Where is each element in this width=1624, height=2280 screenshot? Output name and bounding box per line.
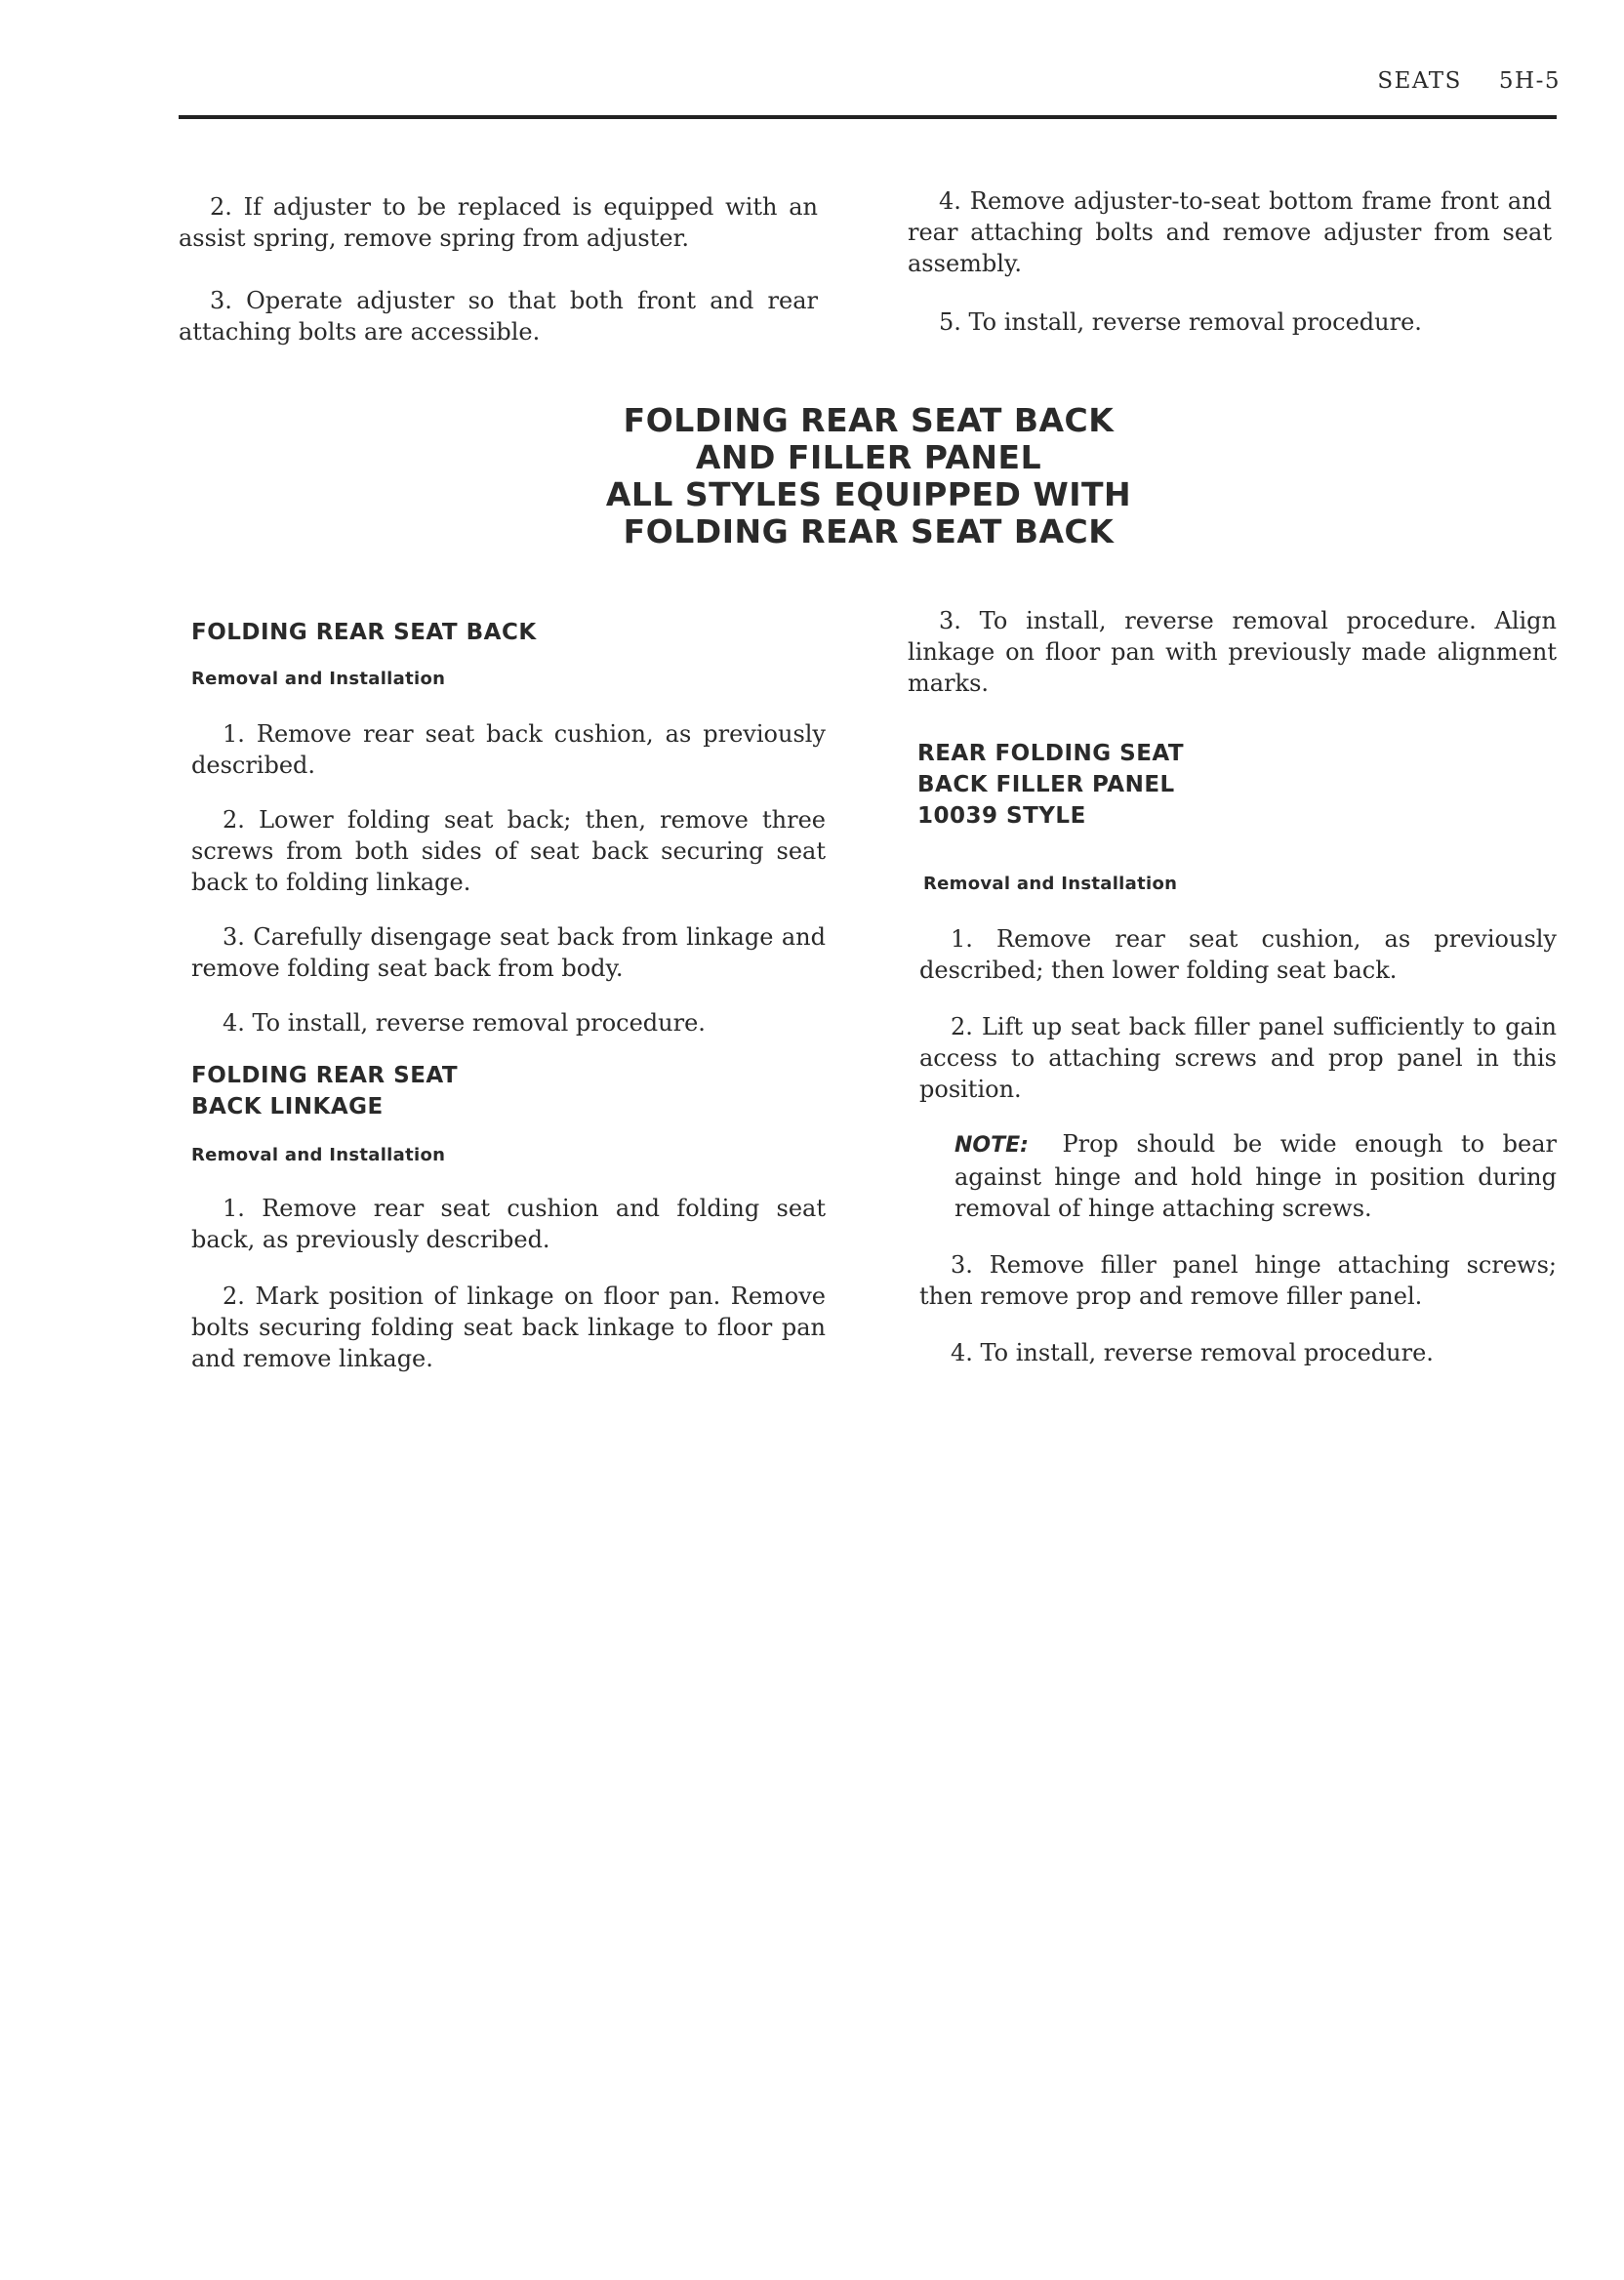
top-step-4: 4. Remove adjuster-to-seat bottom frame front and rear attaching bolts and remove adjuster from seat assembly.	[908, 187, 1552, 277]
link-step-2: 2. Mark position of linkage on floor pan. Remove bolts securing folding seat back linkage to floor pan and remove linkage.	[191, 1282, 826, 1372]
back-step-2: 2. Lower folding seat back; then, remove three screws from both sides of seat back securing seat back to folding linkage.	[191, 806, 826, 896]
heading-filler-panel-3: 10039 STYLE	[917, 803, 1086, 829]
subheading-filler-removal: Removal and Installation	[923, 874, 1178, 894]
section-name: SEATS	[1377, 68, 1462, 94]
heading-folding-rear-seat-linkage-1: FOLDING REAR SEAT	[191, 1063, 459, 1088]
filler-step-4: 4. To install, reverse removal procedure.	[951, 1339, 1434, 1366]
right-column	[908, 605, 1557, 1368]
link-step-1: 1. Remove rear seat cushion and folding seat back, as previously described.	[191, 1195, 826, 1253]
filler-steps-a	[908, 923, 1557, 1105]
header-rule	[179, 115, 1557, 119]
back-step-3: 3. Carefully disengage seat back from linkage and remove folding seat back from body.	[191, 923, 826, 982]
page-number: 5H-5	[1498, 68, 1561, 94]
heading-folding-rear-seat-back: FOLDING REAR SEAT BACK	[191, 620, 537, 645]
note-block	[908, 1128, 1557, 1224]
heading-folding-rear-seat-linkage-2: BACK LINKAGE	[191, 1094, 384, 1120]
note-text: Prop should be wide enough to bear against hinge and hold hinge in position during removal of hinge attaching screws.	[954, 1130, 1557, 1222]
filler-step-2: 2. Lift up seat back filler panel sufficiently to gain access to attaching screws and prop panel in this position.	[919, 1013, 1557, 1103]
top-right-column	[908, 185, 1552, 338]
title-line-4: FOLDING REAR SEAT BACK	[623, 512, 1115, 550]
note-label: NOTE:	[954, 1133, 1029, 1158]
filler-step-3: 3. Remove filler panel hinge attaching screws; then remove prop and remove filler panel.	[919, 1251, 1557, 1310]
back-step-3-install: 3. To install, reverse removal procedure. Align linkage on floor pan with previously made alignment marks.	[908, 607, 1557, 697]
back-step-4: 4. To install, reverse removal procedure.	[223, 1009, 706, 1037]
back-step-1: 1. Remove rear seat back cushion, as previously described.	[191, 720, 826, 779]
top-step-5: 5. To install, reverse removal procedure.	[939, 308, 1422, 336]
top-step-2: 2. If adjuster to be replaced is equipped with an assist spring, remove spring from adjuster.	[179, 193, 818, 252]
title-line-3: ALL STYLES EQUIPPED WITH	[605, 475, 1132, 513]
subheading-removal-installation: Removal and Installation	[191, 669, 446, 689]
left-column	[191, 617, 826, 1374]
heading-filler-panel-2: BACK FILLER PANEL	[917, 772, 1175, 797]
title-line-1: FOLDING REAR SEAT BACK	[623, 401, 1115, 439]
filler-steps-b	[908, 1249, 1557, 1368]
filler-step-1: 1. Remove rear seat cushion, as previously described; then lower folding seat back.	[919, 925, 1557, 984]
heading-filler-panel-1: REAR FOLDING SEAT	[917, 741, 1185, 766]
top-left-column	[179, 191, 818, 347]
subheading-linkage-removal: Removal and Installation	[191, 1145, 446, 1165]
section-title	[527, 402, 1210, 550]
page-header	[1377, 68, 1561, 94]
top-step-3: 3. Operate adjuster so that both front and rear attaching bolts are accessible.	[179, 287, 818, 346]
title-line-2: AND FILLER PANEL	[695, 438, 1042, 476]
